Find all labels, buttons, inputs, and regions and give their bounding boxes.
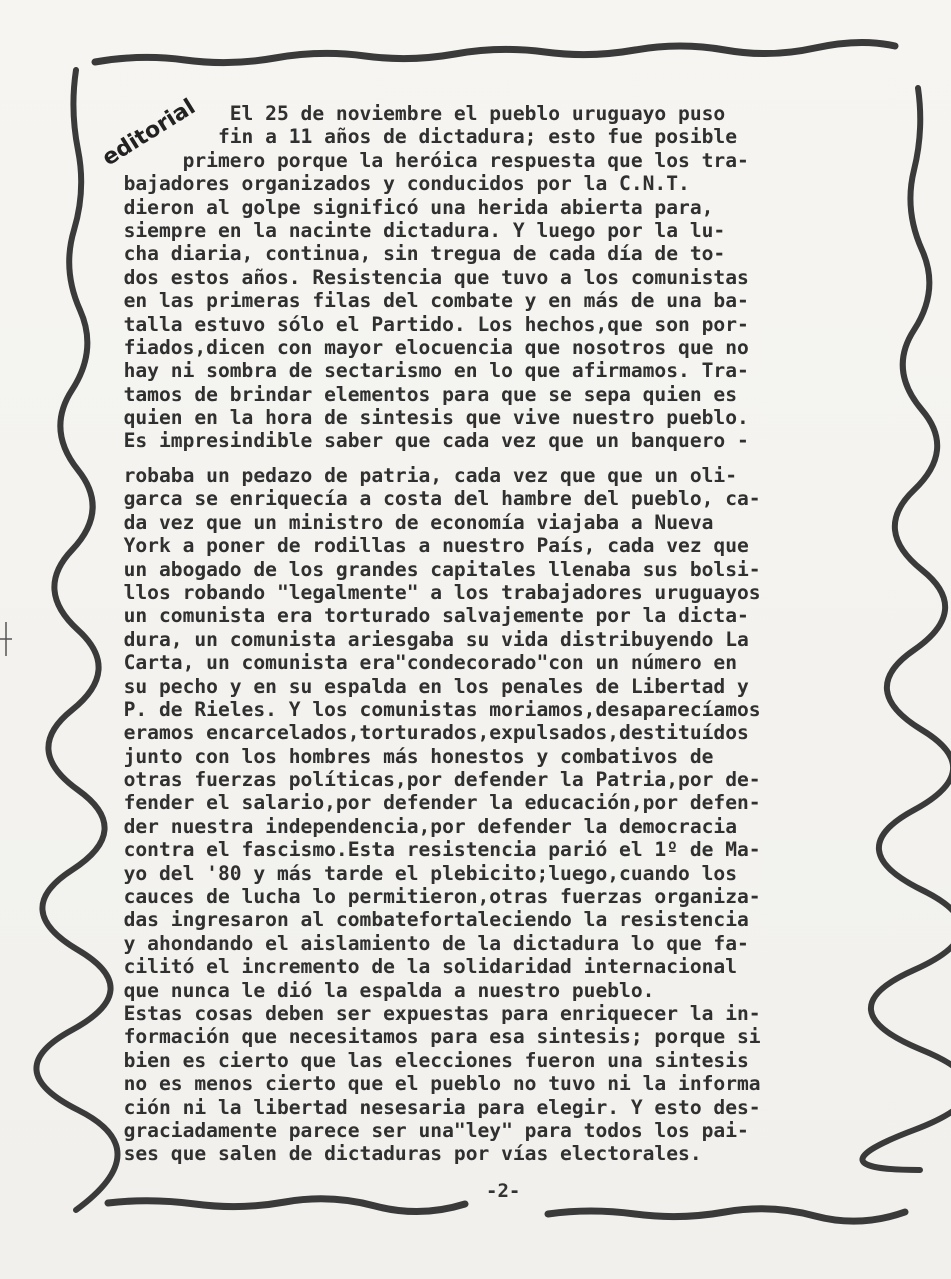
text-line: El 25 de noviembre el pueblo uruguayo puso <box>100 102 726 125</box>
text-line: robaba un pedazo de patria, cada vez que que un oli- <box>100 464 738 487</box>
text-line: no es menos cierto que el pueblo no tuvo ni la informa <box>100 1072 761 1096</box>
text-line: hay ni sombra de sectarismo en lo que afirmamos. Tra- <box>100 359 749 383</box>
text-line: Es impresindible saber que cada vez que un banquero - <box>100 429 749 453</box>
text-line: das ingresaron al combatefortaleciendo la resistencia <box>100 908 749 932</box>
text-line: der nuestra independencia,por defender la democracia <box>100 814 738 838</box>
text-line: formación que necesitamos para esa sintesis; porque si <box>100 1025 761 1049</box>
text-line: P. de Rieles. Y los comunistas moriamos,desaparecíamos <box>100 697 761 721</box>
text-line: Estas cosas deben ser expuestas para enriquecer la in- <box>100 1001 761 1025</box>
editorial-stamp: editorial <box>98 94 200 172</box>
text-line: cauces de lucha lo permitieron,otras fuerzas organiza- <box>100 885 761 909</box>
paragraph-1 <box>100 102 900 453</box>
text-line: yo del '80 y más tarde el plebicito;luego,cuando los <box>100 861 738 885</box>
text-line: fin a 11 años de dictadura; esto fue posible <box>100 125 738 149</box>
top-border-line <box>95 42 895 62</box>
text-line: graciadamente parece ser una"ley" para todos los pai- <box>100 1118 749 1142</box>
bottom-right-border-line <box>548 1209 905 1221</box>
page-number: -2- <box>486 1180 521 1202</box>
text-line: fiados,dicen con mayor elocuencia que nosotros que no <box>100 335 749 359</box>
text-line: dura, un comunista ariesgaba su vida distribuyendo La <box>100 627 749 651</box>
text-line: ses que salen de dictaduras por vías electorales. <box>100 1142 702 1166</box>
text-line: York a poner de rodillas a nuestro País, cada vez que <box>100 534 749 558</box>
text-line: cha diaria, continua, sin tregua de cada día de to- <box>100 242 726 266</box>
text-line: que nunca le dió la espalda a nuestro pueblo. <box>100 978 655 1002</box>
text-line: talla estuvo sólo el Partido. Los hechos,que son por- <box>100 312 749 336</box>
text-line: eramos encarcelados,torturados,expulsados,destituídos <box>100 721 749 745</box>
paragraph-2 <box>100 464 900 1166</box>
text-line: junto con los hombres más honestos y combativos de <box>100 744 714 768</box>
text-line: dieron al golpe significó una herida abierta para, <box>100 195 714 219</box>
text-line: su pecho y en su espalda en los penales de Libertad y <box>100 674 749 698</box>
text-line: bajadores organizados y conducidos por la C.N.T. <box>100 172 690 196</box>
text-line: siempre en la nacinte dictadura. Y luego por la lu- <box>100 218 726 242</box>
text-line: quien en la hora de sintesis que vive nuestro pueblo. <box>100 406 749 430</box>
bottom-left-border-line <box>108 1199 465 1212</box>
text-line: un abogado de los grandes capitales llenaba sus bolsi- <box>100 557 761 581</box>
text-line: garca se enriquecía a costa del hambre del pueblo, ca- <box>100 487 761 511</box>
text-line: dos estos años. Resistencia que tuvo a los comunistas <box>100 265 749 289</box>
text-line: bien es cierto que las elecciones fueron una sintesis <box>100 1048 749 1072</box>
text-line: en las primeras filas del combate y en más de una ba- <box>100 289 749 313</box>
text-line: primero porque la heróica respuesta que los tra- <box>100 148 749 172</box>
text-line: un comunista era torturado salvajemente por la dicta- <box>100 604 749 628</box>
text-line: da vez que un ministro de economía viajaba a Nueva <box>100 510 714 534</box>
text-line: Carta, un comunista era"condecorado"con un número en <box>100 651 738 675</box>
text-line: cilitó el incremento de la solidaridad internacional <box>100 955 738 979</box>
text-line: otras fuerzas políticas,por defender la Patria,por de- <box>100 768 761 792</box>
text-line: tamos de brindar elementos para que se sepa quien es <box>100 382 738 406</box>
text-line: contra el fascismo.Esta resistencia parió el 1º de Ma- <box>100 838 761 862</box>
text-line: fender el salario,por defender la educación,por defen- <box>100 791 761 815</box>
text-line: ción ni la libertad nesesaria para elegir. Y esto des- <box>100 1095 761 1119</box>
text-line: llos robando "legalmente" a los trabajadores uruguayos <box>100 580 761 604</box>
text-line: y ahondando el aislamiento de la dictadura lo que fa- <box>100 931 749 955</box>
margin-registration-mark <box>0 622 12 656</box>
